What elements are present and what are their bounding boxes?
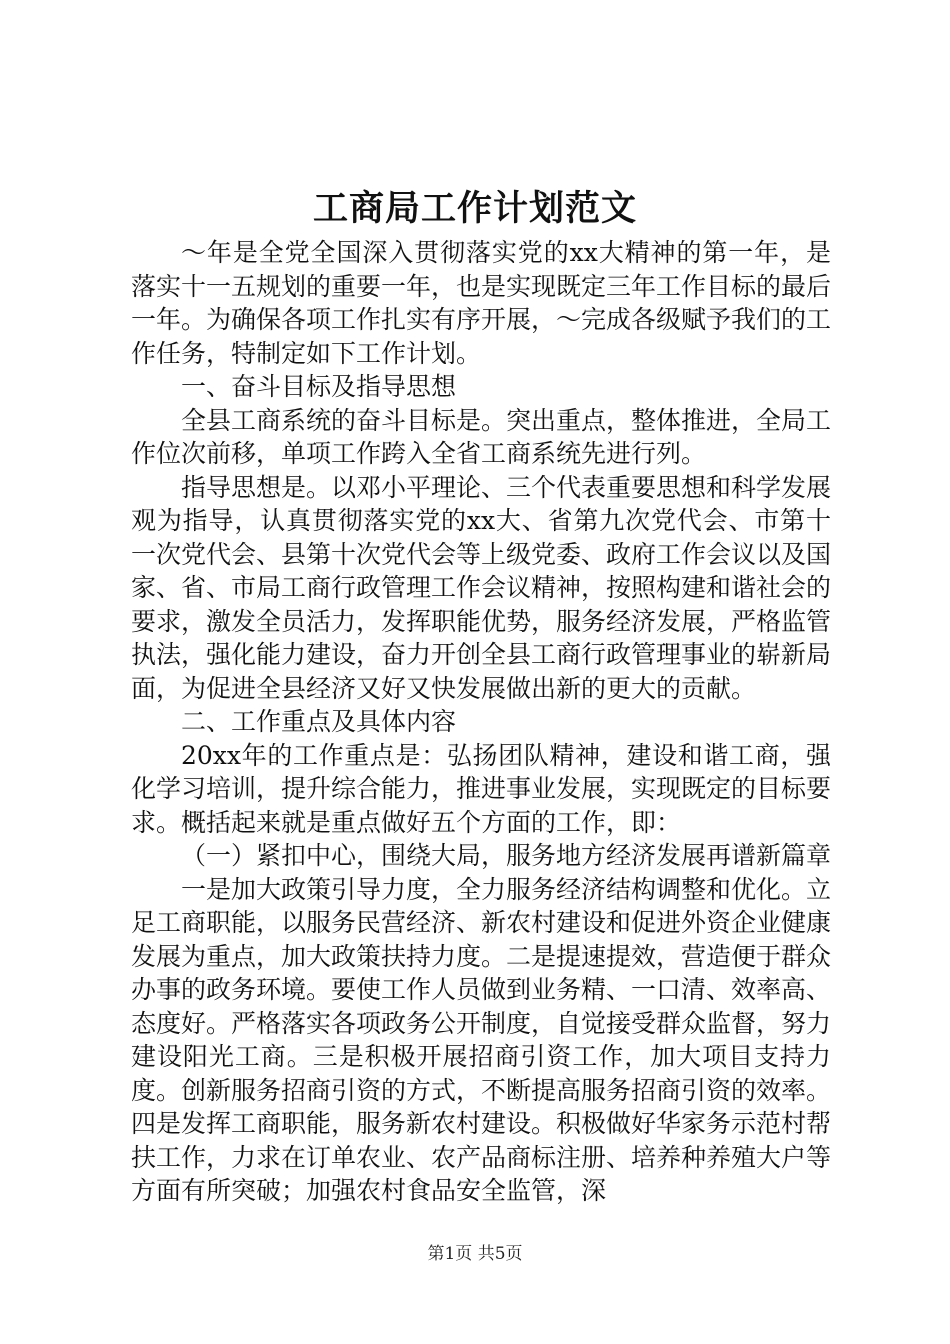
paragraph-guiding-thought: 指导思想是。以邓小平理论、三个代表重要思想和科学发展观为指导，认真贯彻落实党的xx大、省第九次党代会、市第十一次党代会、县第十次党代会等上级党委、政府工作会议以及国家、省、市局工商行政管理工作会议精神，按照构建和谐社会的要求，激发全员活力，发挥职能优势，服务经济发展，严格监管执法，强化能力建设，奋力开创全县工商行政管理事业的崭新局面，为促进全县经济又好又快发展做出新的更大的贡献。: [131, 472, 832, 703]
document-title: 工商局工作计划范文: [312, 188, 637, 229]
paragraph-intro: ～年是全党全国深入贯彻落实党的xx大精神的第一年，是落实十一五规划的重要一年，也是实现既定三年工作目标的最后一年。为确保各项工作扎实有序开展，～完成各级赋予我们的工作任务，特制定如下工作计划。: [131, 238, 832, 368]
subsection-heading-1: （一）紧扣中心，围绕大局，服务地方经济发展再谱新篇章: [181, 841, 832, 870]
paragraph-key-work: 20xx年的工作重点是：弘扬团队精神，建设和谐工商，强化学习培训，提升综合能力，推进事业发展，实现既定的目标要求。概括起来就是重点做好五个方面的工作，即：: [131, 740, 832, 837]
section-heading-2: 二、工作重点及具体内容: [181, 707, 457, 736]
section-heading-1: 一、奋斗目标及指导思想: [181, 372, 457, 401]
paragraph-goal: 全县工商系统的奋斗目标是。突出重点，整体推进，全局工作位次前移，单项工作跨入全省工商系统先进行列。: [131, 405, 832, 468]
page-number-footer: 第1页 共5页: [427, 1244, 523, 1264]
document-body: [131, 236, 831, 1208]
paragraph-measures: 一是加大政策引导力度，全力服务经济结构调整和优化。立足工商职能，以服务民营经济、新农村建设和促进外资企业健康发展为重点，加大政策扶持力度。二是提速提效，营造便于群众办事的政务环境。要使工作人员做到业务精、一口清、效率高、态度好。严格落实各项政务公开制度，自觉接受群众监督，努力建设阳光工商。三是积极开展招商引资工作，加大项目支持力度。创新服务招商引资的方式，不断提高服务招商引资的效率。四是发挥工商职能，服务新农村建设。积极做好华家务示范村帮扶工作，力求在订单农业、农产品商标注册、培养种养殖大户等方面有所突破；加强农村食品安全监管，深: [131, 874, 832, 1205]
